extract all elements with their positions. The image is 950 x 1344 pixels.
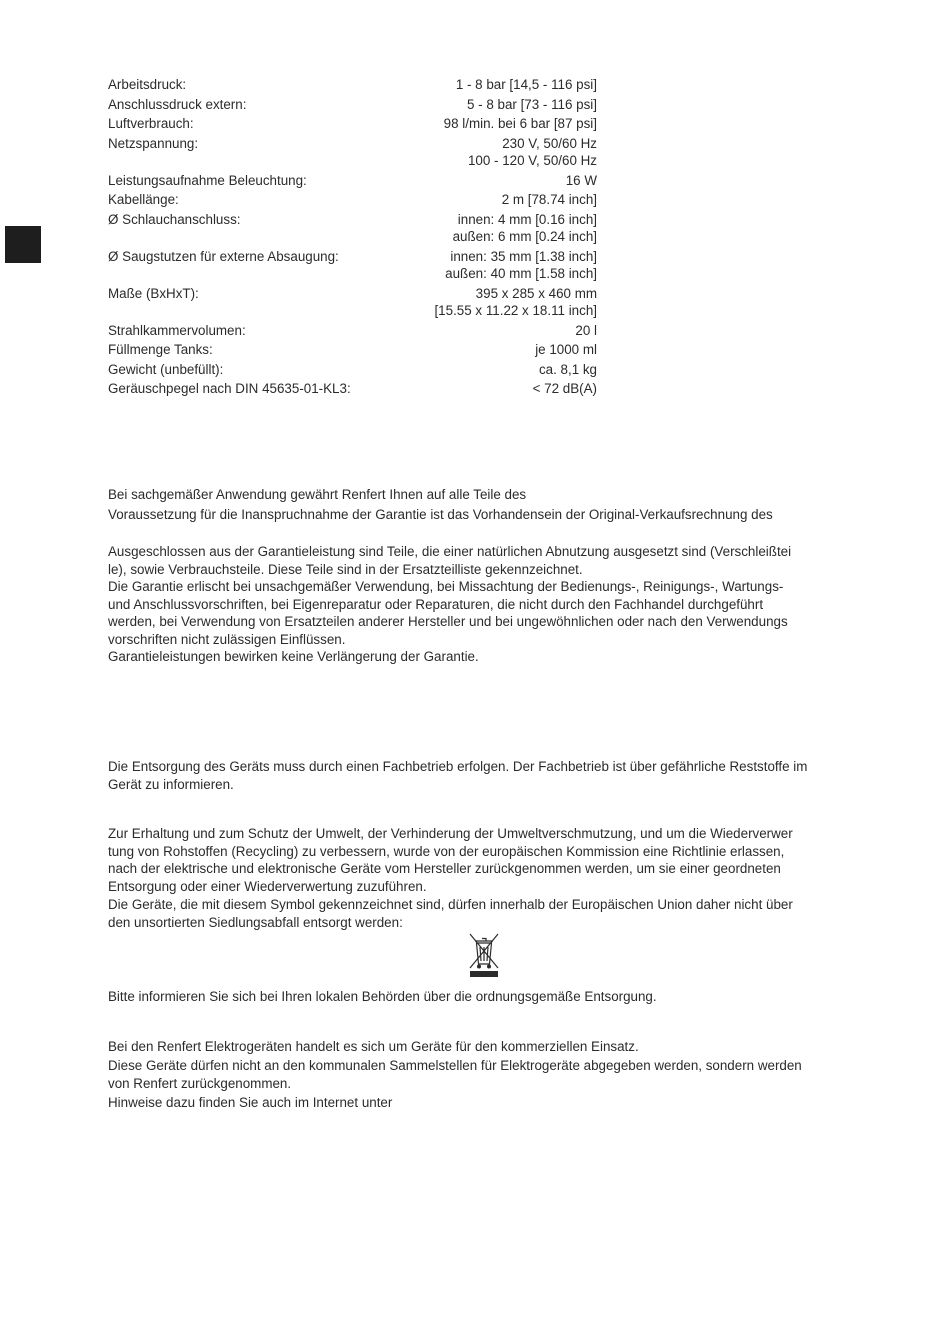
spec-value: 98 l/min. bei 6 bar [87 psi] [443, 116, 597, 131]
spec-row [108, 135, 597, 170]
guarantee-paragraph: Voraussetzung für die Inanspruchnahme der Garantie ist das Vorhandensein der Original-Verkaufsrechnung des [108, 507, 773, 522]
guarantee-paragraph: Garantieleistungen bewirken keine Verlängerung der Garantie. [108, 649, 479, 664]
spec-row [108, 380, 597, 398]
spec-row [108, 211, 597, 246]
spec-row [108, 191, 597, 209]
spec-row [108, 248, 597, 283]
spec-row [108, 322, 597, 340]
spec-label: Netzspannung: [108, 135, 199, 151]
spec-row [108, 341, 597, 359]
spec-label: Arbeitsdruck: [108, 77, 187, 92]
spec-label: Strahlkammervolumen: [108, 322, 246, 338]
spec-value: ca. 8,1 kg [538, 361, 597, 377]
spec-value: 1 - 8 bar [14,5 - 116 psi] [455, 77, 597, 92]
spec-value: 16 W [565, 172, 597, 188]
spec-label: Maße (BxHxT): [108, 285, 199, 301]
spec-value: innen: 35 mm [1.38 inch] außen: 40 mm [1.58 inch] [445, 248, 597, 281]
spec-row [108, 115, 597, 133]
spec-label: Ø Schlauchanschluss: [108, 211, 241, 227]
spec-label: Leistungsaufnahme Beleuchtung: [108, 172, 307, 188]
spec-value: 230 V, 50/60 Hz 100 - 120 V, 50/60 Hz [467, 135, 597, 168]
guarantee-paragraph: Bei sachgemäßer Anwendung gewährt Renfert Ihnen auf alle Teile des [108, 487, 527, 502]
spec-value: 5 - 8 bar [73 - 116 psi] [466, 96, 597, 112]
disposal-paragraph: Die Entsorgung des Geräts muss durch einen Fachbetrieb erfolgen. Der Fachbetrieb ist über gefährliche Reststoffe im Gerät zu informieren. [108, 759, 808, 792]
spec-value: innen: 4 mm [0.16 inch] außen: 6 mm [0.24 inch] [452, 211, 597, 244]
disposal-paragraph: Diese Geräte dürfen nicht an den kommunalen Sammelstellen für Elektrogeräte abgegeben werden, sondern werden von Renfert zurückgenommen. [108, 1058, 802, 1091]
spec-label: Füllmenge Tanks: [108, 342, 213, 357]
spec-row [108, 172, 597, 190]
spec-row [108, 285, 597, 320]
disposal-paragraph: Zur Erhaltung und zum Schutz der Umwelt, der Verhinderung der Umweltverschmutzung, und um die Wiederverwer tung von Rohstoffen (Recycling) zu verbessern, wurde von der europäischen Kommission eine Richtlinie erlassen, nach der elektrische und elektronische Geräte vom Hersteller zurückgenommen werden, um sie einer geordneten Entsorgung oder einer Wiederverwertung zuzuführen. [108, 826, 793, 894]
spec-label: Kabellänge: [108, 192, 179, 207]
spec-value: 395 x 285 x 460 mm [15.55 x 11.22 x 18.11 inch] [434, 285, 597, 318]
spec-value: < 72 dB(A) [532, 381, 597, 396]
spec-label: Gewicht (unbefüllt): [108, 361, 224, 377]
spec-label: Geräuschpegel nach DIN 45635-01-KL3: [108, 381, 351, 396]
disposal-paragraph: Bei den Renfert Elektrogeräten handelt es sich um Geräte für den kommerziellen Einsatz. [108, 1039, 639, 1054]
crossed-out-wheelie-bin-icon [466, 931, 502, 979]
disposal-paragraph: Bitte informieren Sie sich bei Ihren lokalen Behörden über die ordnungsgemäße Entsorgung. [108, 989, 657, 1004]
spec-label: Anschlussdruck extern: [108, 96, 247, 112]
disposal-paragraph: Die Geräte, die mit diesem Symbol gekennzeichnet sind, dürfen innerhalb der Europäischen Union daher nicht über den unsortierten Siedlungsabfall entsorgt werden: [108, 897, 793, 930]
section-tab-marker [5, 226, 41, 263]
guarantee-paragraph: Ausgeschlossen aus der Garantieleistung sind Teile, die einer natürlichen Abnutzung ausgesetzt sind (Verschleißtei le), sowie Verbrauchsteile. Diese Teile sind in der Ersatzteilliste gekennzeichnet. Die Garantie erlischt bei unsachgemäßer Verwendung, bei Missachtung der Bedienungs-, Reinigungs-, Wartungs- und Anschlussvorschriften, bei Eigenreparatur oder Reparaturen, die nicht durch den Fachhandel durchgeführt werden, bei Verwendung von Ersatzteilen anderer Hersteller und bei ungewöhnlichen oder nach den Verwendungs vorschriften nicht zulässigen Einflüssen. [108, 544, 792, 647]
spec-row [108, 96, 597, 114]
spec-label: Ø Saugstutzen für externe Absaugung: [108, 248, 339, 264]
spec-row [108, 361, 597, 379]
spec-value: je 1000 ml [535, 342, 597, 357]
disposal-paragraph: Hinweise dazu finden Sie auch im Internet unter [108, 1095, 393, 1110]
spec-value: 20 l [575, 322, 597, 338]
spec-value: 2 m [78.74 inch] [501, 192, 597, 207]
technical-data-table [108, 76, 597, 400]
spec-row [108, 76, 597, 94]
spec-label: Luftverbrauch: [108, 116, 194, 131]
